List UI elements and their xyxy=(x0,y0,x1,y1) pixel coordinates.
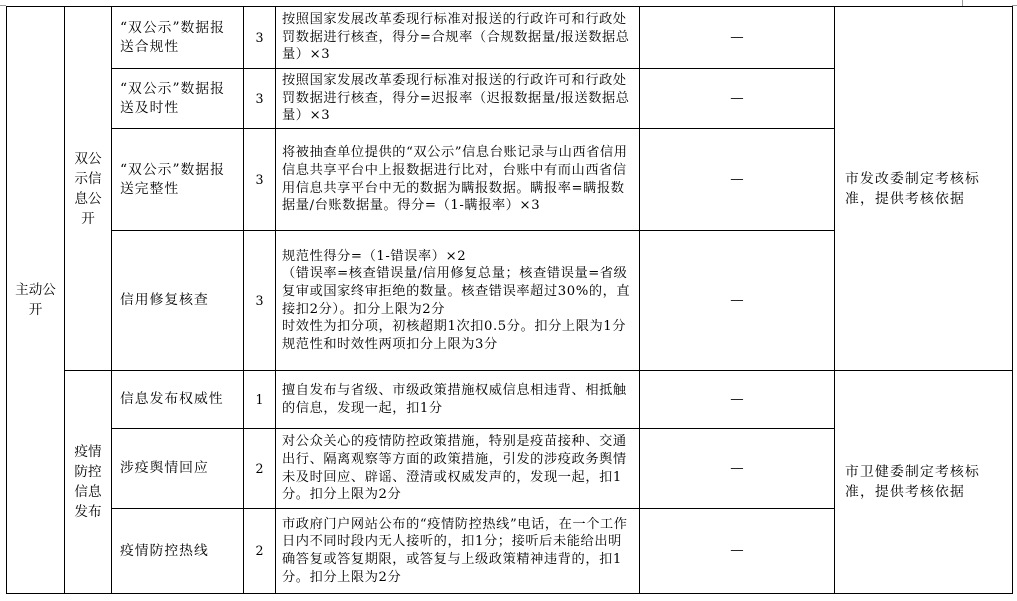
item-cell: 涉疫舆情回应 xyxy=(112,429,244,509)
description-cell: 擅自发布与省级、市级政策措施权威信息相违背、相抵触的信息，发现一起，扣1分 xyxy=(276,371,640,429)
description-cell: 按照国家发展改革委现行标准对报送的行政许可和行政处罚数据进行核查，得分=迟报率（迟报数据量/报送数据总量）×3 xyxy=(276,69,640,129)
remark-cell: — xyxy=(640,7,835,69)
remark-cell: — xyxy=(640,429,835,509)
remark-cell: — xyxy=(640,129,835,231)
remark-cell: — xyxy=(640,509,835,594)
item-cell: 信息发布权威性 xyxy=(112,371,244,429)
remark-cell: — xyxy=(640,69,835,129)
description-cell: 市政府门户网站公布的“疫情防控热线”电话，在一个工作日内不同时段内无人接听的，扣1分；接听后未能给出明确答复或答复期限，或答复与上级政策精神违背的，扣1分。扣分上限为2分 xyxy=(276,509,640,594)
description-cell: 按照国家发展改革委现行标准对报送的行政许可和行政处罚数据进行核查，得分=合规率（合规数据量/报送数据总量）×3 xyxy=(276,7,640,69)
item-cell: 疫情防控热线 xyxy=(112,509,244,594)
basis-cell: 市卫健委制定考核标准，提供考核依据 xyxy=(835,371,1013,594)
item-cell: 信用修复核查 xyxy=(112,231,244,371)
score-cell: 3 xyxy=(244,69,276,129)
description-cell: 对公众关心的疫情防控政策措施，特别是疫苗接种、交通出行、隔离观察等方面的政策措施，引发的涉疫政务舆情未及时回应、辟谣、澄清或权威发声的，发现一起，扣1分。扣分上限为2分 xyxy=(276,429,640,509)
basis-cell: 市发改委制定考核标准，提供考核依据 xyxy=(835,7,1013,371)
score-cell: 2 xyxy=(244,509,276,594)
remark-cell: — xyxy=(640,371,835,429)
group-cell: 双公示信息公开 xyxy=(65,7,112,371)
score-cell: 2 xyxy=(244,429,276,509)
score-cell: 3 xyxy=(244,129,276,231)
score-cell: 3 xyxy=(244,7,276,69)
item-cell: “双公示”数据报送及时性 xyxy=(112,69,244,129)
item-cell: “双公示”数据报送合规性 xyxy=(112,7,244,69)
description-cell: 将被抽查单位提供的“双公示”信息台账记录与山西省信用信息共享平台中上报数据进行比对，台账中有而山西省信用信息共享平台中无的数据为瞒报数据。瞒报率=瞒报数据量/台账数据量。得分=（1-瞒报率）×3 xyxy=(276,129,640,231)
table-row xyxy=(7,371,1013,429)
item-cell: “双公示”数据报送完整性 xyxy=(112,129,244,231)
group-cell: 疫情防控信息发布 xyxy=(65,371,112,594)
remark-cell: — xyxy=(640,231,835,371)
score-cell: 1 xyxy=(244,371,276,429)
category-cell: 主动公开 xyxy=(7,7,65,594)
assessment-table xyxy=(6,6,1013,594)
description-cell: 规范性得分=（1-错误率）×2 （错误率=核查错误量/信用修复总量；核查错误量=省级复审或国家终审拒绝的数量。核查错误率超过30%的，直接扣2分）。扣分上限为2分 时效性为扣分项，初核超期1次扣0.5分。扣分上限为1分 规范性和时效性两项扣分上限为3分 xyxy=(276,231,640,371)
table-row xyxy=(7,7,1013,69)
score-cell: 3 xyxy=(244,231,276,371)
